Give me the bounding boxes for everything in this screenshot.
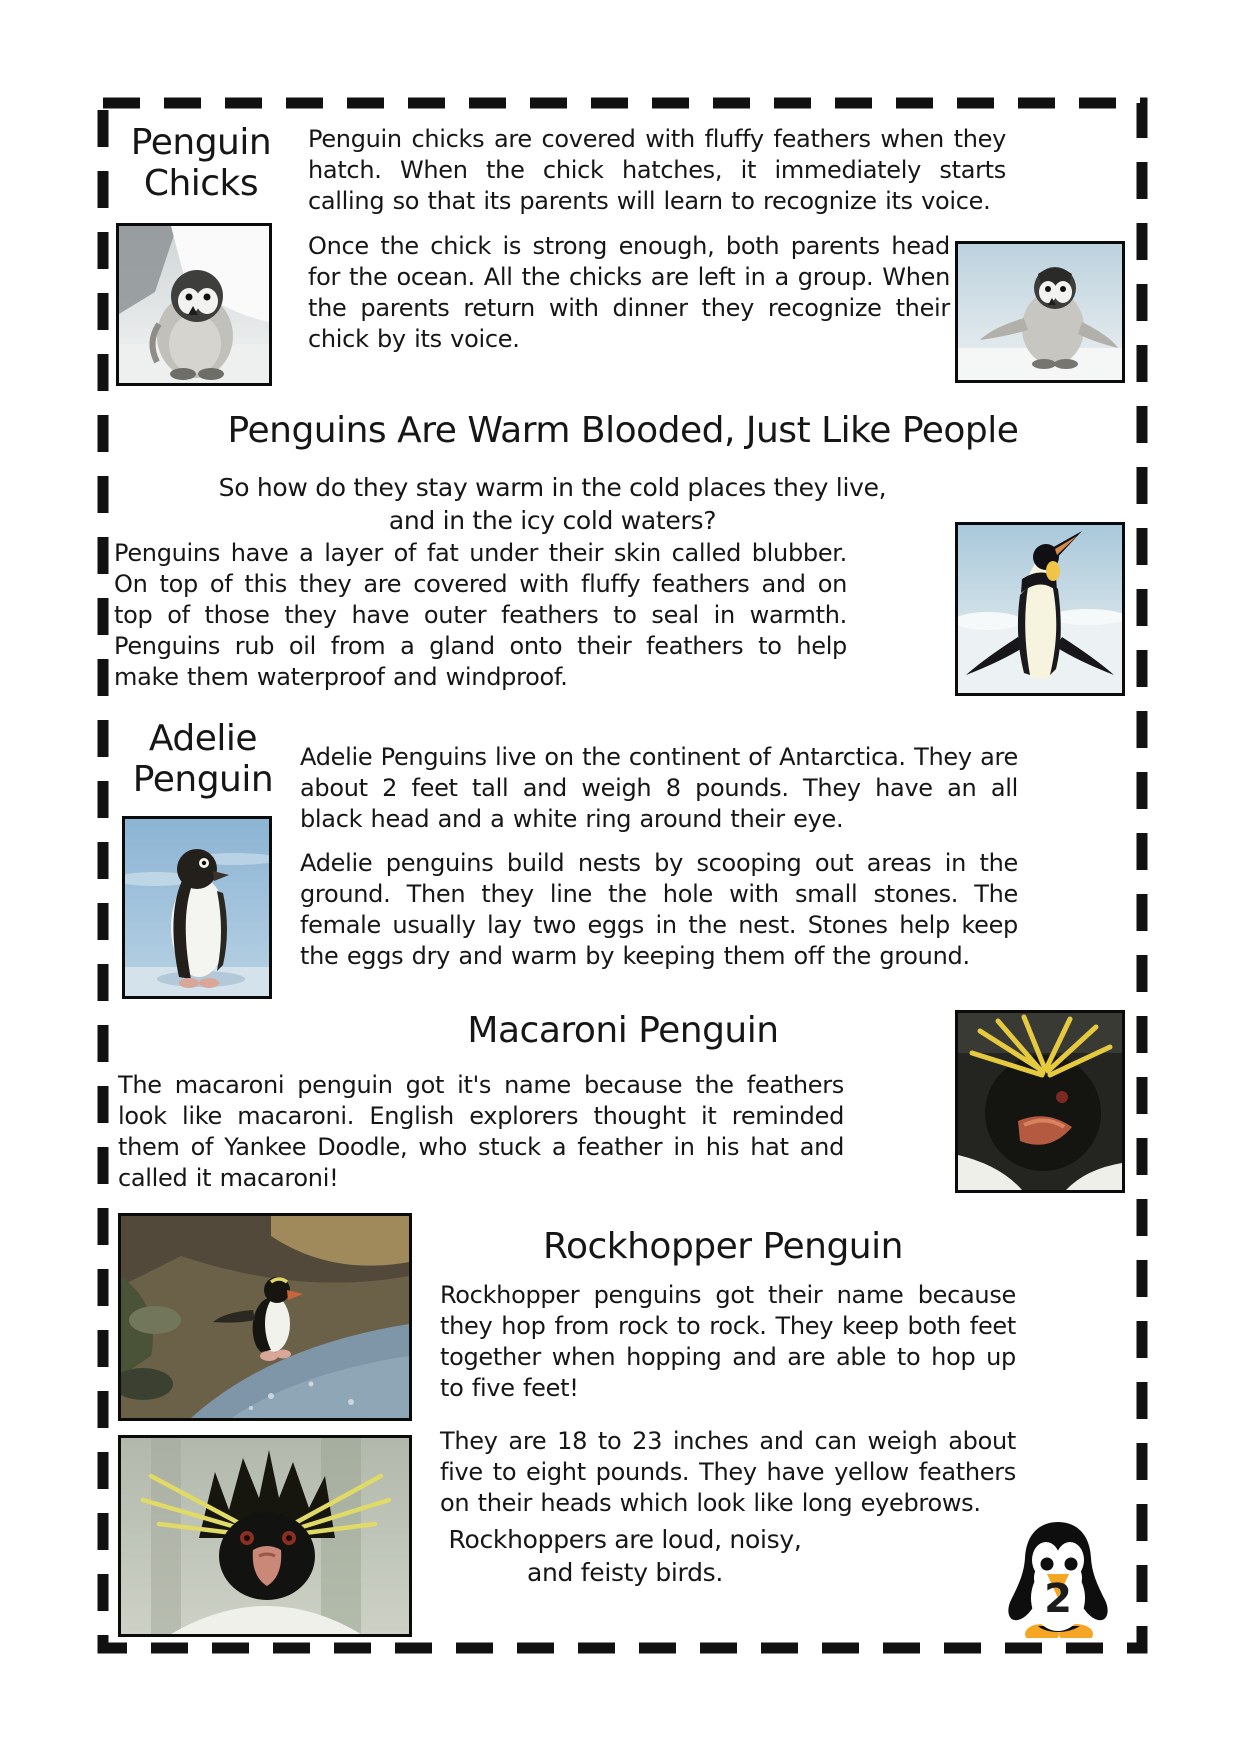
rockhopper-face-photo	[118, 1435, 412, 1637]
rockhopper-hopping-photo	[118, 1213, 412, 1421]
rockhopper-quote-line1: Rockhoppers are loud, noisy,	[448, 1525, 802, 1554]
page-number: 2	[1044, 1576, 1072, 1622]
adelie-penguin-photo	[122, 816, 272, 999]
warm-blooded-title: Penguins Are Warm Blooded, Just Like People	[227, 410, 1019, 451]
rockhopper-paragraph-2: They are 18 to 23 inches and can weigh about five to eight pounds. They have yellow feathers on their heads which look like long eyebrows.	[440, 1427, 1016, 1517]
warm-blooded-paragraph: Penguins have a layer of fat under their skin called blubber. On top of this they are covered with fluffy feathers and on top of those they have outer feathers to seal in warmth. Penguins rub oil from a gland onto their feathers to help make them waterproof and windproof.	[114, 539, 847, 691]
cartoon-penguin-badge	[1004, 1516, 1112, 1638]
warm-blooded-subtitle-line2: and in the icy cold waters?	[388, 506, 717, 535]
macaroni-penguin-photo	[955, 1010, 1125, 1193]
adelie-title: Adelie Penguin	[132, 718, 274, 800]
rockhopper-quote-line2: and feisty birds.	[526, 1558, 724, 1587]
adelie-paragraph-2: Adelie penguins build nests by scooping out areas in the ground. Then they line the hole with small stones. The female usually lay two eggs in the nest. Stones help keep the eggs dry and warm by keeping them off the ground.	[300, 849, 1018, 970]
warm-blooded-subtitle-line1: So how do they stay warm in the cold places they live,	[218, 473, 887, 502]
penguin-chicks-paragraph-2: Once the chick is strong enough, both parents head for the ocean. All the chicks are left in a group. When the parents return with dinner they recognize their chick by its voice.	[308, 232, 950, 353]
penguin-chicks-title: Penguin Chicks	[130, 122, 272, 204]
chick-portrait-photo	[116, 223, 272, 386]
adelie-paragraph-1: Adelie Penguins live on the continent of Antarctica. They are about 2 feet tall and weigh 8 pounds. They have an all black head and a white ring around their eye.	[300, 743, 1018, 833]
rockhopper-paragraph-1: Rockhopper penguins got their name because they hop from rock to rock. They keep both feet together when hopping and are able to hop up to five feet!	[440, 1281, 1016, 1402]
macaroni-title: Macaroni Penguin	[467, 1010, 779, 1051]
rockhopper-title: Rockhopper Penguin	[543, 1226, 903, 1267]
penguin-chicks-paragraph-1: Penguin chicks are covered with fluffy feathers when they hatch. When the chick hatches, it immediately starts calling so that its parents will learn to recognize its voice.	[308, 125, 1006, 215]
macaroni-paragraph: The macaroni penguin got it's name because the feathers look like macaroni. English explorers thought it reminded them of Yankee Doodle, who stuck a feather in his hat and called it macaroni!	[118, 1071, 844, 1192]
emperor-penguin-photo	[955, 522, 1125, 696]
chick-walking-photo	[955, 241, 1125, 383]
